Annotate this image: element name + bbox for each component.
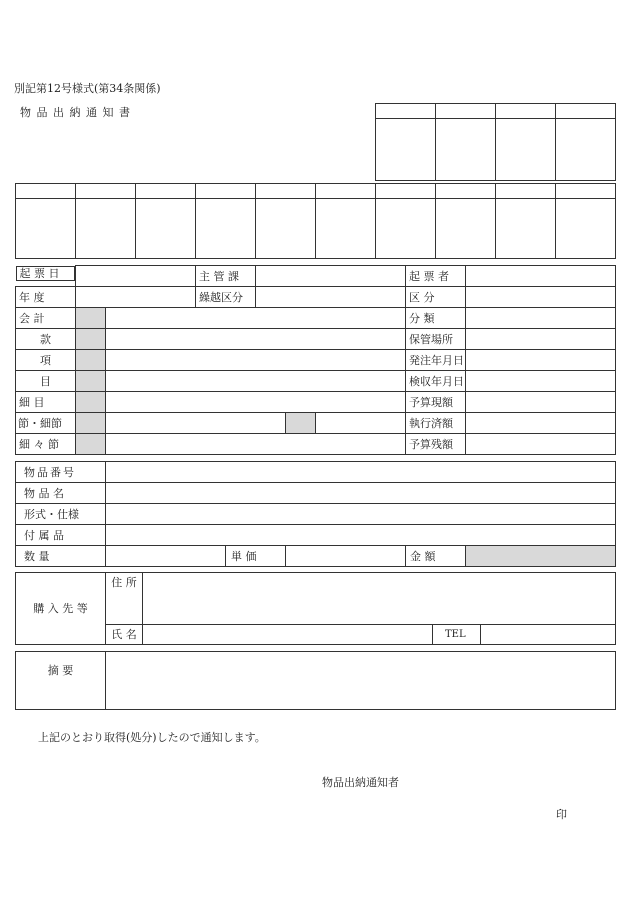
stamp-header-cell bbox=[496, 184, 556, 199]
kan-code-field[interactable] bbox=[76, 329, 106, 350]
amount-field[interactable] bbox=[466, 546, 616, 567]
label-quantity: 数 量 bbox=[16, 546, 106, 567]
label-amount: 金 額 bbox=[406, 546, 466, 567]
yosan-gengaku-field[interactable] bbox=[466, 392, 616, 413]
label-item-number: 物品番号 bbox=[16, 462, 106, 483]
label-name: 氏 名 bbox=[106, 625, 143, 645]
label-kihyobi: 起 票 日 bbox=[16, 266, 76, 281]
notice-text: 上記のとおり取得(処分)したので通知します。 bbox=[38, 731, 266, 744]
saisetsu-code-field[interactable] bbox=[286, 413, 316, 434]
label-kihyosha: 起 票 者 bbox=[406, 266, 466, 287]
kihyosha-field[interactable] bbox=[466, 266, 616, 287]
kenshu-field[interactable] bbox=[466, 371, 616, 392]
label-remarks: 摘 要 bbox=[16, 652, 106, 710]
unit-price-field[interactable] bbox=[286, 546, 406, 567]
saisaisetsu-code-field[interactable] bbox=[76, 434, 106, 455]
label-yosan-gengaku: 予算現額 bbox=[406, 392, 466, 413]
stamp-cell[interactable] bbox=[436, 119, 496, 181]
accessories-field[interactable] bbox=[106, 525, 616, 546]
saisaisetsu-field[interactable] bbox=[106, 434, 406, 455]
yosan-zangaku-field[interactable] bbox=[466, 434, 616, 455]
stamp-cell[interactable] bbox=[376, 199, 436, 259]
label-kurikoshi: 繰越区分 bbox=[196, 287, 256, 308]
stamp-header-cell bbox=[556, 184, 616, 199]
stamp-header-cell bbox=[376, 184, 436, 199]
seal-mark: 印 bbox=[556, 808, 567, 821]
kubun-field[interactable] bbox=[466, 287, 616, 308]
label-shikkozumi: 執行済額 bbox=[406, 413, 466, 434]
label-saisaisetsu: 細 々 節 bbox=[16, 434, 76, 455]
kihyobi-field[interactable] bbox=[76, 266, 196, 287]
label-nendo: 年 度 bbox=[16, 287, 76, 308]
label-moku: 目 bbox=[16, 371, 76, 392]
item-details-table bbox=[15, 461, 616, 567]
stamp-cell[interactable] bbox=[496, 119, 556, 181]
stamp-header-cell bbox=[376, 104, 436, 119]
stamp-cell[interactable] bbox=[196, 199, 256, 259]
stamp-header-cell bbox=[196, 184, 256, 199]
stamp-cell[interactable] bbox=[136, 199, 196, 259]
quantity-field[interactable] bbox=[106, 546, 226, 567]
stamp-header-cell bbox=[316, 184, 376, 199]
address-field[interactable] bbox=[143, 573, 616, 625]
saimoku-code-field[interactable] bbox=[76, 392, 106, 413]
form-title: 物 品 出 納 通 知 書 bbox=[20, 106, 131, 119]
kan-field[interactable] bbox=[106, 329, 406, 350]
stamp-cell[interactable] bbox=[496, 199, 556, 259]
stamp-cell[interactable] bbox=[556, 119, 616, 181]
stamp-header-cell bbox=[556, 104, 616, 119]
stamp-header-cell bbox=[436, 184, 496, 199]
label-tel: TEL bbox=[433, 625, 481, 645]
circulation-stamp-grid bbox=[15, 183, 616, 259]
supplier-table bbox=[15, 572, 616, 645]
stamp-cell[interactable] bbox=[76, 199, 136, 259]
nendo-field[interactable] bbox=[76, 287, 196, 308]
label-kubun: 区 分 bbox=[406, 287, 466, 308]
label-setsu: 節・細節 bbox=[16, 413, 76, 434]
label-unit-price: 単 価 bbox=[226, 546, 286, 567]
label-ko: 項 bbox=[16, 350, 76, 371]
label-kan: 款 bbox=[16, 329, 76, 350]
remarks-table bbox=[15, 651, 616, 710]
stamp-header-cell bbox=[496, 104, 556, 119]
hacchu-field[interactable] bbox=[466, 350, 616, 371]
item-name-field[interactable] bbox=[106, 483, 616, 504]
ko-field[interactable] bbox=[106, 350, 406, 371]
label-accessories: 付 属 品 bbox=[16, 525, 106, 546]
moku-code-field[interactable] bbox=[76, 371, 106, 392]
label-yosan-zangaku: 予算残額 bbox=[406, 434, 466, 455]
label-hacchu: 発注年月日 bbox=[406, 350, 466, 371]
stamp-header-cell bbox=[16, 184, 76, 199]
setsu-field[interactable] bbox=[106, 413, 286, 434]
tel-field[interactable] bbox=[481, 625, 616, 645]
hokan-field[interactable] bbox=[466, 329, 616, 350]
approval-stamp-grid bbox=[375, 103, 616, 181]
label-kaikei: 会 計 bbox=[16, 308, 76, 329]
moku-field[interactable] bbox=[106, 371, 406, 392]
shukanka-field[interactable] bbox=[256, 266, 406, 287]
item-number-field[interactable] bbox=[106, 462, 616, 483]
model-spec-field[interactable] bbox=[106, 504, 616, 525]
stamp-header-cell bbox=[76, 184, 136, 199]
form-number: 別記第12号様式(第34条関係) bbox=[14, 82, 161, 95]
label-kenshu: 検収年月日 bbox=[406, 371, 466, 392]
stamp-cell[interactable] bbox=[376, 119, 436, 181]
saimoku-field[interactable] bbox=[106, 392, 406, 413]
remarks-field[interactable] bbox=[106, 652, 616, 710]
label-address: 住 所 bbox=[106, 573, 143, 625]
stamp-header-cell bbox=[436, 104, 496, 119]
label-saimoku: 細 目 bbox=[16, 392, 76, 413]
label-hokan: 保管場所 bbox=[406, 329, 466, 350]
label-shukanka: 主 管 課 bbox=[196, 266, 256, 287]
label-model-spec: 形式・仕様 bbox=[16, 504, 106, 525]
stamp-header-cell bbox=[256, 184, 316, 199]
label-item-name: 物 品 名 bbox=[16, 483, 106, 504]
saisetsu-field[interactable] bbox=[316, 413, 406, 434]
stamp-cell[interactable] bbox=[316, 199, 376, 259]
kaikei-code-field[interactable] bbox=[76, 308, 106, 329]
label-bunrui: 分 類 bbox=[406, 308, 466, 329]
stamp-header-cell bbox=[136, 184, 196, 199]
shikkozumi-field[interactable] bbox=[466, 413, 616, 434]
ko-code-field[interactable] bbox=[76, 350, 106, 371]
stamp-cell[interactable] bbox=[256, 199, 316, 259]
stamp-cell[interactable] bbox=[436, 199, 496, 259]
name-field[interactable] bbox=[143, 625, 433, 645]
kurikoshi-field[interactable] bbox=[256, 287, 406, 308]
budget-info-table bbox=[15, 265, 616, 455]
label-supplier: 購 入 先 等 bbox=[16, 573, 106, 645]
bunrui-field[interactable] bbox=[466, 308, 616, 329]
stamp-cell[interactable] bbox=[16, 199, 76, 259]
notifier-label: 物品出納通知者 bbox=[322, 776, 399, 789]
setsu-code-field[interactable] bbox=[76, 413, 106, 434]
stamp-cell[interactable] bbox=[556, 199, 616, 259]
kaikei-field[interactable] bbox=[106, 308, 406, 329]
